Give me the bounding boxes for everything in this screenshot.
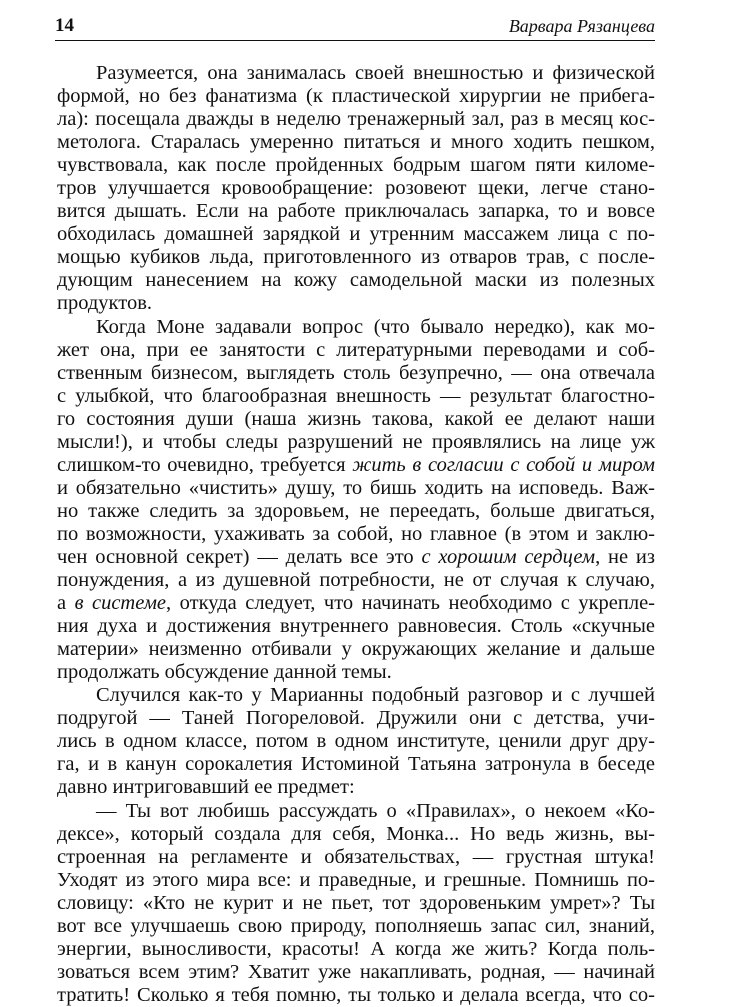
text-line: мощью кубиков льда, приготовленного из отваров трав, с после- <box>57 246 655 269</box>
running-header <box>55 14 655 41</box>
text-line: чен основной секрет) — делать все это с хорошим сердцем, не из <box>57 545 655 568</box>
text-line: и обязательно «чистить» душу, то бишь ходить на исповедь. Важ- <box>57 476 655 499</box>
text-line: с улыбкой, что благообразная внешность — результат благостно- <box>57 384 655 407</box>
italic-phrase: в системе <box>74 592 167 615</box>
text-line: го состояния души (наша жизнь такова, какой ее делают наши <box>57 407 655 430</box>
text-line: метолога. Старалась умеренно питаться и много ходить пешком, <box>57 131 655 154</box>
text-line: мысли!), и чтобы следы разрушений не проявлялись на лице уж <box>57 430 655 453</box>
text-line: тров улучшается кровообращение: розовеют щеки, легче стано- <box>57 177 655 200</box>
text-line: словицу: «Кто не курит и не пьет, тот здоровеньким умрет»? Ты <box>57 891 655 914</box>
text-line: вот все улучшаешь свою природу, пополняешь запас сил, знаний, <box>57 914 655 937</box>
text-line: Случился как-то у Марианны подобный разговор и с лучшей <box>96 684 655 707</box>
text-line: энергии, выносливости, красоты! А когда же жить? Когда поль- <box>57 937 655 960</box>
text-line: обходилась домашней зарядкой и утренним массажем лица с по- <box>57 223 655 246</box>
paragraph <box>57 316 655 685</box>
text-line: Когда Моне задавали вопрос (что бывало нередко), как мо- <box>96 315 655 338</box>
text-line: зоваться всем этим? Хватит уже накапливать, родная, — начинай <box>57 960 655 983</box>
text-line: материи» неизменно отбивали у окружающих желание и дальше <box>57 638 655 661</box>
text-line: га, и в канун сорокалетия Истоминой Татьяна затронула в беседе <box>57 753 655 776</box>
text-line: продуктов. <box>57 292 152 315</box>
text-line: продолжать обсуждение данной темы. <box>57 661 392 684</box>
text-line: ственным бизнесом, выглядеть столь безупречно, — она отвечала <box>57 361 655 384</box>
italic-phrase: с хорошим сердцем <box>421 545 596 568</box>
text-line: жет она, при ее занятости с литературными переводами и соб- <box>57 338 655 361</box>
text-line: но также следить за здоровьем, не переедать, больше двигаться, <box>57 499 655 522</box>
page-number: 14 <box>55 15 74 36</box>
text-line: Разумеется, она занималась своей внешностью и физической <box>96 62 655 84</box>
text-line: подругой — Таней Погореловой. Дружили они с детства, учи- <box>57 707 655 730</box>
text-line: Уходят из этого мира все: и праведные, и грешные. Помнишь по- <box>57 868 655 891</box>
text-line: по возможности, ухаживать за собой, но главное (в этом и заклю- <box>57 522 655 545</box>
text-line: формой, но без фанатизма (к пластической хирургии не прибега- <box>57 85 655 108</box>
body-text <box>57 62 655 1007</box>
text-line: ла): посещала дважды в неделю тренажерный зал, раз в месяц кос- <box>57 108 655 131</box>
text-line: — Ты вот любишь рассуждать о «Правилах», о некоем «Ко- <box>96 799 655 822</box>
text-line: вится дышать. Если на работе приключалась запарка, то и вовсе <box>57 200 655 223</box>
text-line: дующим нанесением на кожу самодельной маски из полезных <box>57 269 655 292</box>
text-line: слишком-то очевидно, требуется жить в согласии с собой и миром <box>57 453 656 476</box>
text-line: строенная на регламенте и обязательствах, — грустная штука! <box>57 845 655 868</box>
paragraph <box>57 800 655 1007</box>
italic-phrase: жить в согласии с собой и миром <box>352 453 656 476</box>
text-line: понуждения, а из душевной потребности, не от случая к случаю, <box>57 569 655 592</box>
text-line: а в системе, откуда следует, что начинать необходимо с укрепле- <box>57 592 656 615</box>
text-line: тратить! Сколько я тебя помню, ты только и делала всегда, что со- <box>57 983 655 1006</box>
running-head-author: Варвара Рязанцева <box>508 16 655 36</box>
text-line: дексе», который создала для себя, Монка... Но ведь жизнь, вы- <box>57 822 655 845</box>
paragraph <box>57 684 655 799</box>
text-line: ния духа и достижения внутреннего равновесия. Столь «скучные <box>57 615 655 638</box>
paragraph <box>57 62 655 316</box>
text-line: лись в одном классе, потом в одном институте, ценили друг дру- <box>57 730 655 753</box>
text-line: давно интриговавший ее предмет: <box>57 776 355 799</box>
text-line: чувствовала, как после пройденных бодрым шагом пяти киломе- <box>57 154 655 177</box>
